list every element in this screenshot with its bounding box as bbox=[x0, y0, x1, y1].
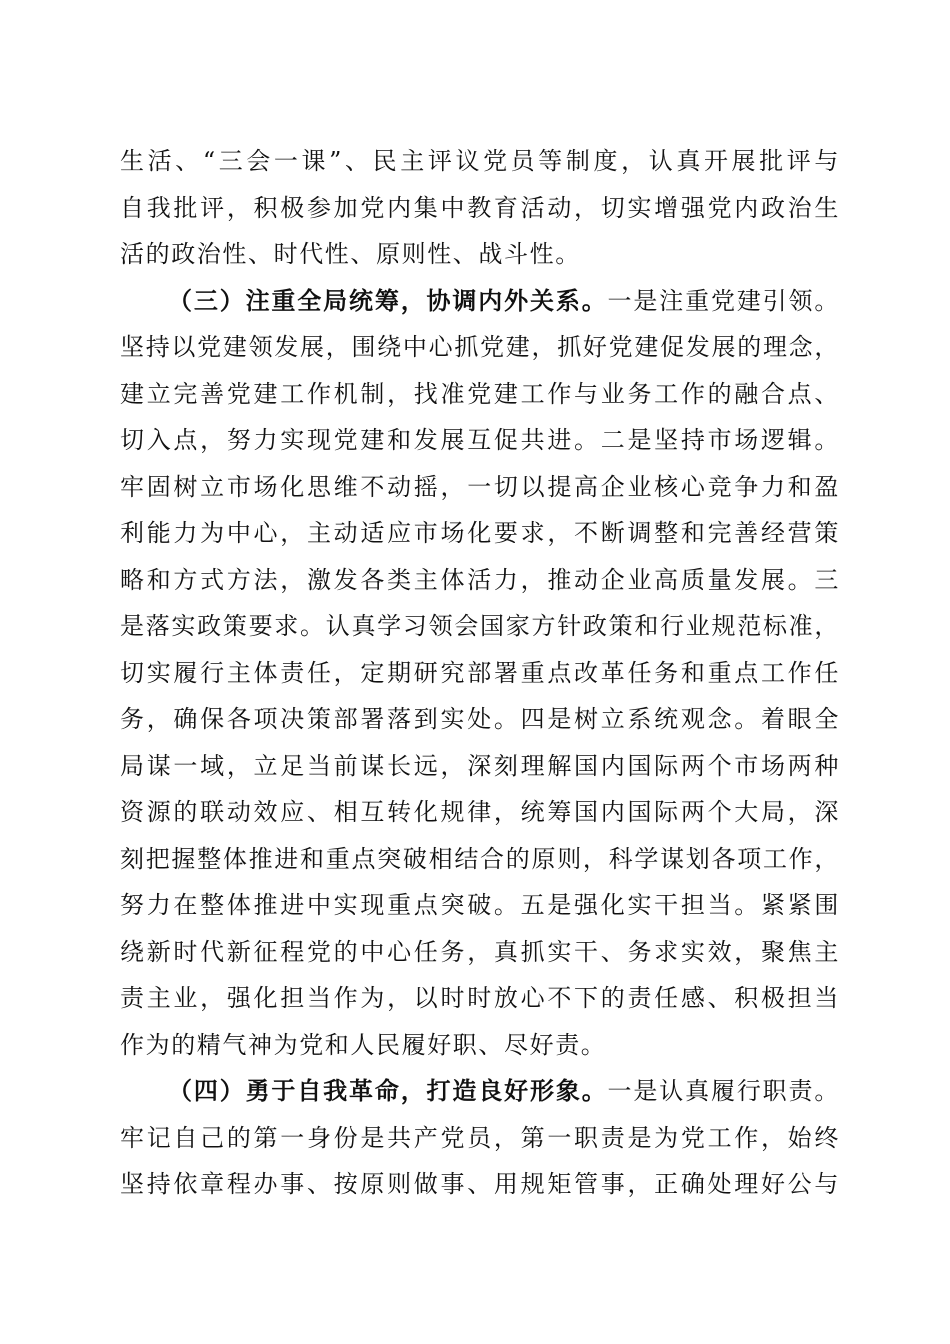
text-line-9: 利能力为中心，主动适应市场化要求，不断调整和完善经营策 bbox=[120, 519, 840, 547]
text-line-18: 绕新时代新征程党的中心任务，真抓实干、务求实效，聚焦主 bbox=[120, 937, 840, 966]
text-line-8: 牢固树立市场化思维不动摇，一切以提高企业核心竞争力和盈 bbox=[120, 472, 840, 501]
text-line-14: 局谋一域，立足当前谋长远，深刻理解国内国际两个市场两种 bbox=[120, 751, 840, 780]
text-line-11: 是落实政策要求。认真学习领会国家方针政策和行业规范标准， bbox=[120, 612, 840, 640]
text-line-12: 切实履行主体责任，定期研究部署重点改革任务和重点工作任 bbox=[120, 658, 840, 687]
text-line-1: 生活、“三会一课”、民主评议党员等制度，认真开展批评与 bbox=[120, 147, 840, 175]
text-line-7: 切入点，努力实现党建和发展互促共进。二是坚持市场逻辑。 bbox=[120, 426, 840, 454]
text-line-13: 务，确保各项决策部署落到实处。四是树立系统观念。着眼全 bbox=[120, 705, 840, 733]
text-line-19: 责主业，强化担当作为，以时时放心不下的责任感、积极担当 bbox=[120, 984, 840, 1012]
text-line-6: 建立完善党建工作机制，找准党建工作与业务工作的融合点、 bbox=[120, 379, 840, 408]
text-line-22: 牢记自己的第一身份是共产党员，第一职责是为党工作，始终 bbox=[120, 1123, 840, 1152]
section-4-heading: （四）勇于自我革命，打造良好形象。 bbox=[168, 1076, 608, 1105]
text-line-5: 坚持以党建领发展，围绕中心抓党建，抓好党建促发展的理念， bbox=[120, 333, 840, 361]
text-line-10: 略和方式方法，激发各类主体活力，推动企业高质量发展。三 bbox=[120, 565, 840, 594]
document-body bbox=[120, 138, 840, 1208]
text-line-20: 作为的精气神为党和人民履好职、尽好责。 bbox=[120, 1030, 607, 1059]
section-3-heading-line bbox=[120, 278, 840, 325]
section-4-heading-line bbox=[120, 1068, 840, 1115]
text-line-3: 活的政治性、时代性、原则性、战斗性。 bbox=[120, 240, 581, 268]
text-line-2: 自我批评，积极参加党内集中教育活动，切实增强党内政治生 bbox=[120, 193, 840, 222]
text-line-17: 努力在整体推进中实现重点突破。五是强化实干担当。紧紧围 bbox=[120, 891, 840, 919]
section-3-heading: （三）注重全局统筹，协调内外关系。 bbox=[168, 285, 608, 315]
section-3-first-point: 一是注重党建引领。 bbox=[607, 286, 840, 315]
text-line-23: 坚持依章程办事、按原则做事、用规矩管事，正确处理好公与 bbox=[120, 1170, 840, 1198]
section-4-first-point: 一是认真履行职责。 bbox=[607, 1077, 840, 1105]
text-line-15: 资源的联动效应、相互转化规律，统筹国内国际两个大局，深 bbox=[120, 798, 840, 826]
text-line-16: 刻把握整体推进和重点突破相结合的原则，科学谋划各项工作， bbox=[120, 844, 840, 873]
